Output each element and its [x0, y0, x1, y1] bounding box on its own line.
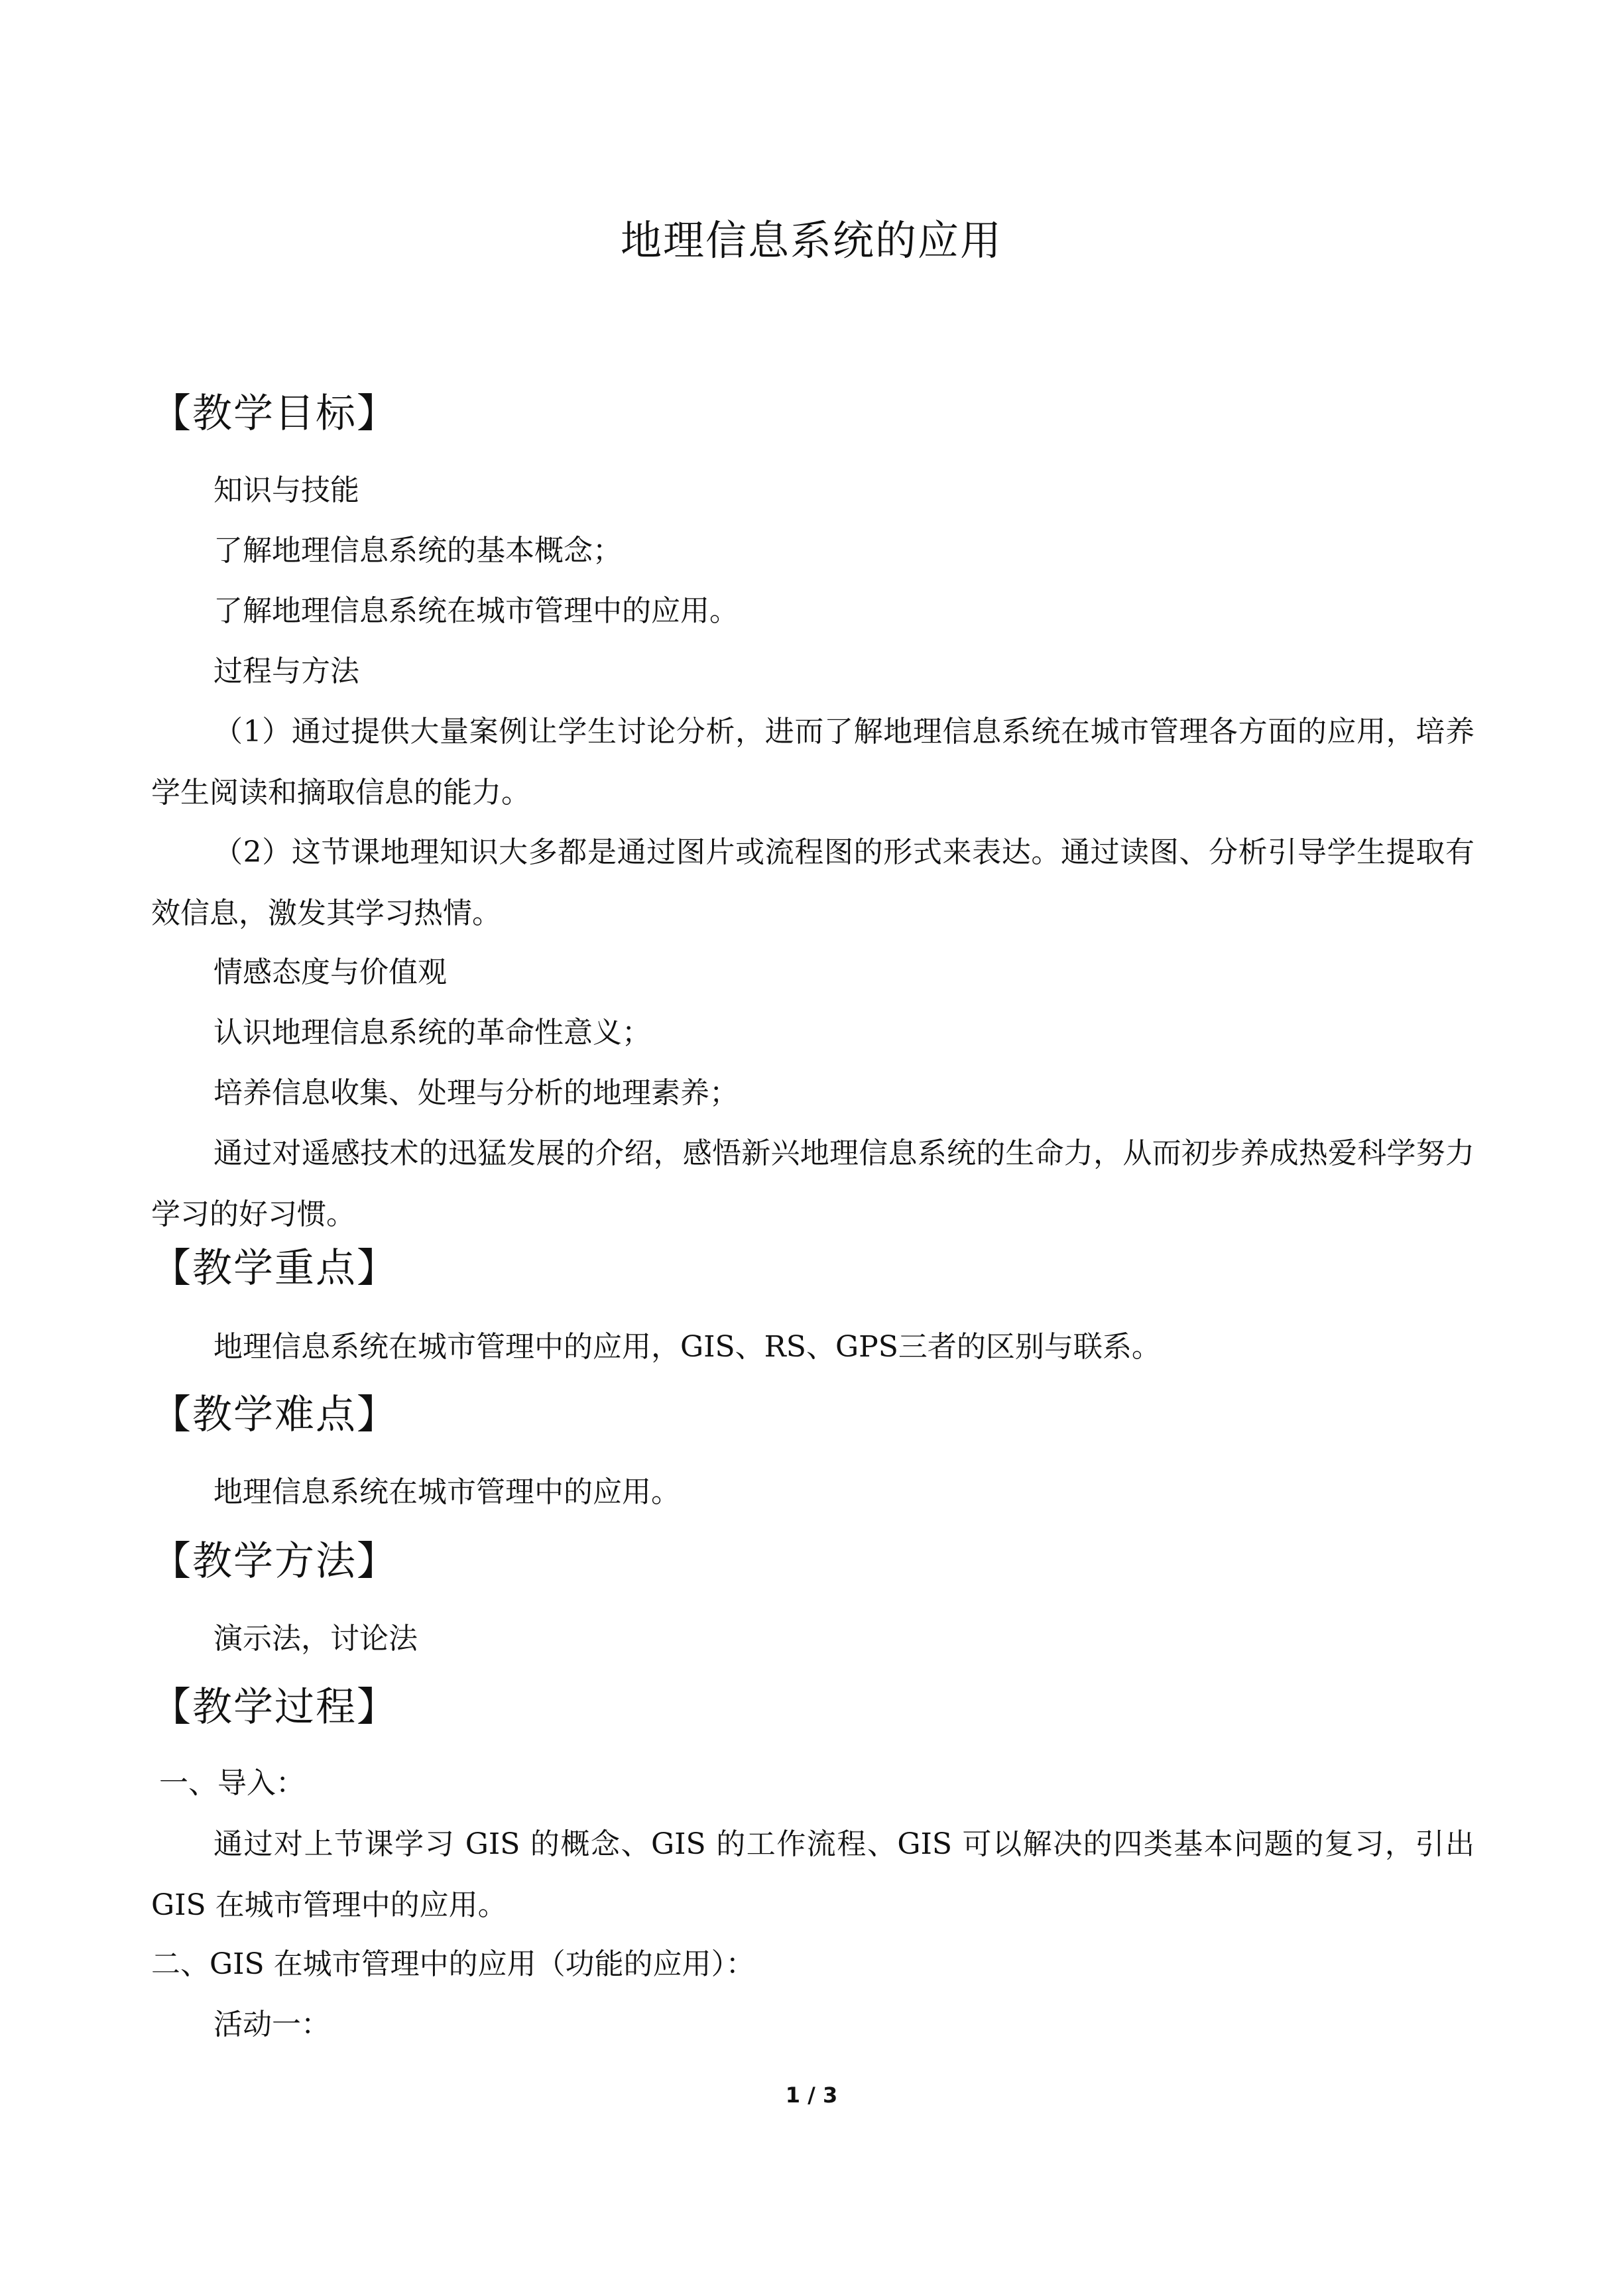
knowledge-item-2: 了解地理信息系统在城市管理中的应用。	[213, 594, 739, 628]
section-heading-process: 【教学过程】	[151, 1684, 398, 1730]
emotion-item-2: 培养信息收集、处理与分析的地理素养；	[213, 1076, 739, 1110]
knowledge-label: 知识与技能	[213, 473, 359, 507]
knowledge-item-1: 了解地理信息系统的基本概念；	[213, 534, 622, 568]
difficulties-text: 地理信息系统在城市管理中的应用。	[213, 1475, 680, 1509]
process-item-1: （1）通过提供大量案例让学生讨论分析，进而了解地理信息系统在城市管理各方面的应用，培养学生阅读和摘取信息的能力。	[151, 715, 1474, 810]
emotion-item-1: 认识地理信息系统的革命性意义；	[213, 1016, 651, 1050]
emotion-label: 情感态度与价值观	[213, 955, 447, 989]
process-label: 过程与方法	[213, 654, 359, 688]
methods-text: 演示法，讨论法	[213, 1622, 418, 1656]
section-heading-objectives: 【教学目标】	[151, 391, 398, 437]
emotion-item-3: 通过对遥感技术的迅猛发展的介绍，感悟新兴地理信息系统的生命力，从而初步养成热爱科学努力学习的好习惯。	[151, 1136, 1474, 1231]
activity-1-label: 活动一：	[213, 2008, 330, 2041]
key-points-text: 地理信息系统在城市管理中的应用，GIS、RS、GPS三者的区别与联系。	[213, 1330, 1161, 1364]
page-number: 1 / 3	[785, 2083, 838, 2108]
process-item-2: （2）这节课地理知识大多都是通过图片或流程图的形式来表达。通过读图、分析引导学生提取有效信息，激发其学习热情。	[151, 835, 1474, 930]
intro-label: 一、导入：	[159, 1766, 305, 1800]
section-2-title: 二、GIS 在城市管理中的应用（功能的应用）：	[151, 1947, 755, 1981]
document-title: 地理信息系统的应用	[620, 216, 1002, 265]
section-heading-difficulties: 【教学难点】	[151, 1392, 398, 1438]
intro-text: 通过对上节课学习 GIS 的概念、GIS 的工作流程、GIS 可以解决的四类基本问题的复习，引出 GIS 在城市管理中的应用。	[151, 1827, 1474, 1922]
section-heading-methods: 【教学方法】	[151, 1538, 398, 1585]
section-heading-key-points: 【教学重点】	[151, 1245, 398, 1292]
